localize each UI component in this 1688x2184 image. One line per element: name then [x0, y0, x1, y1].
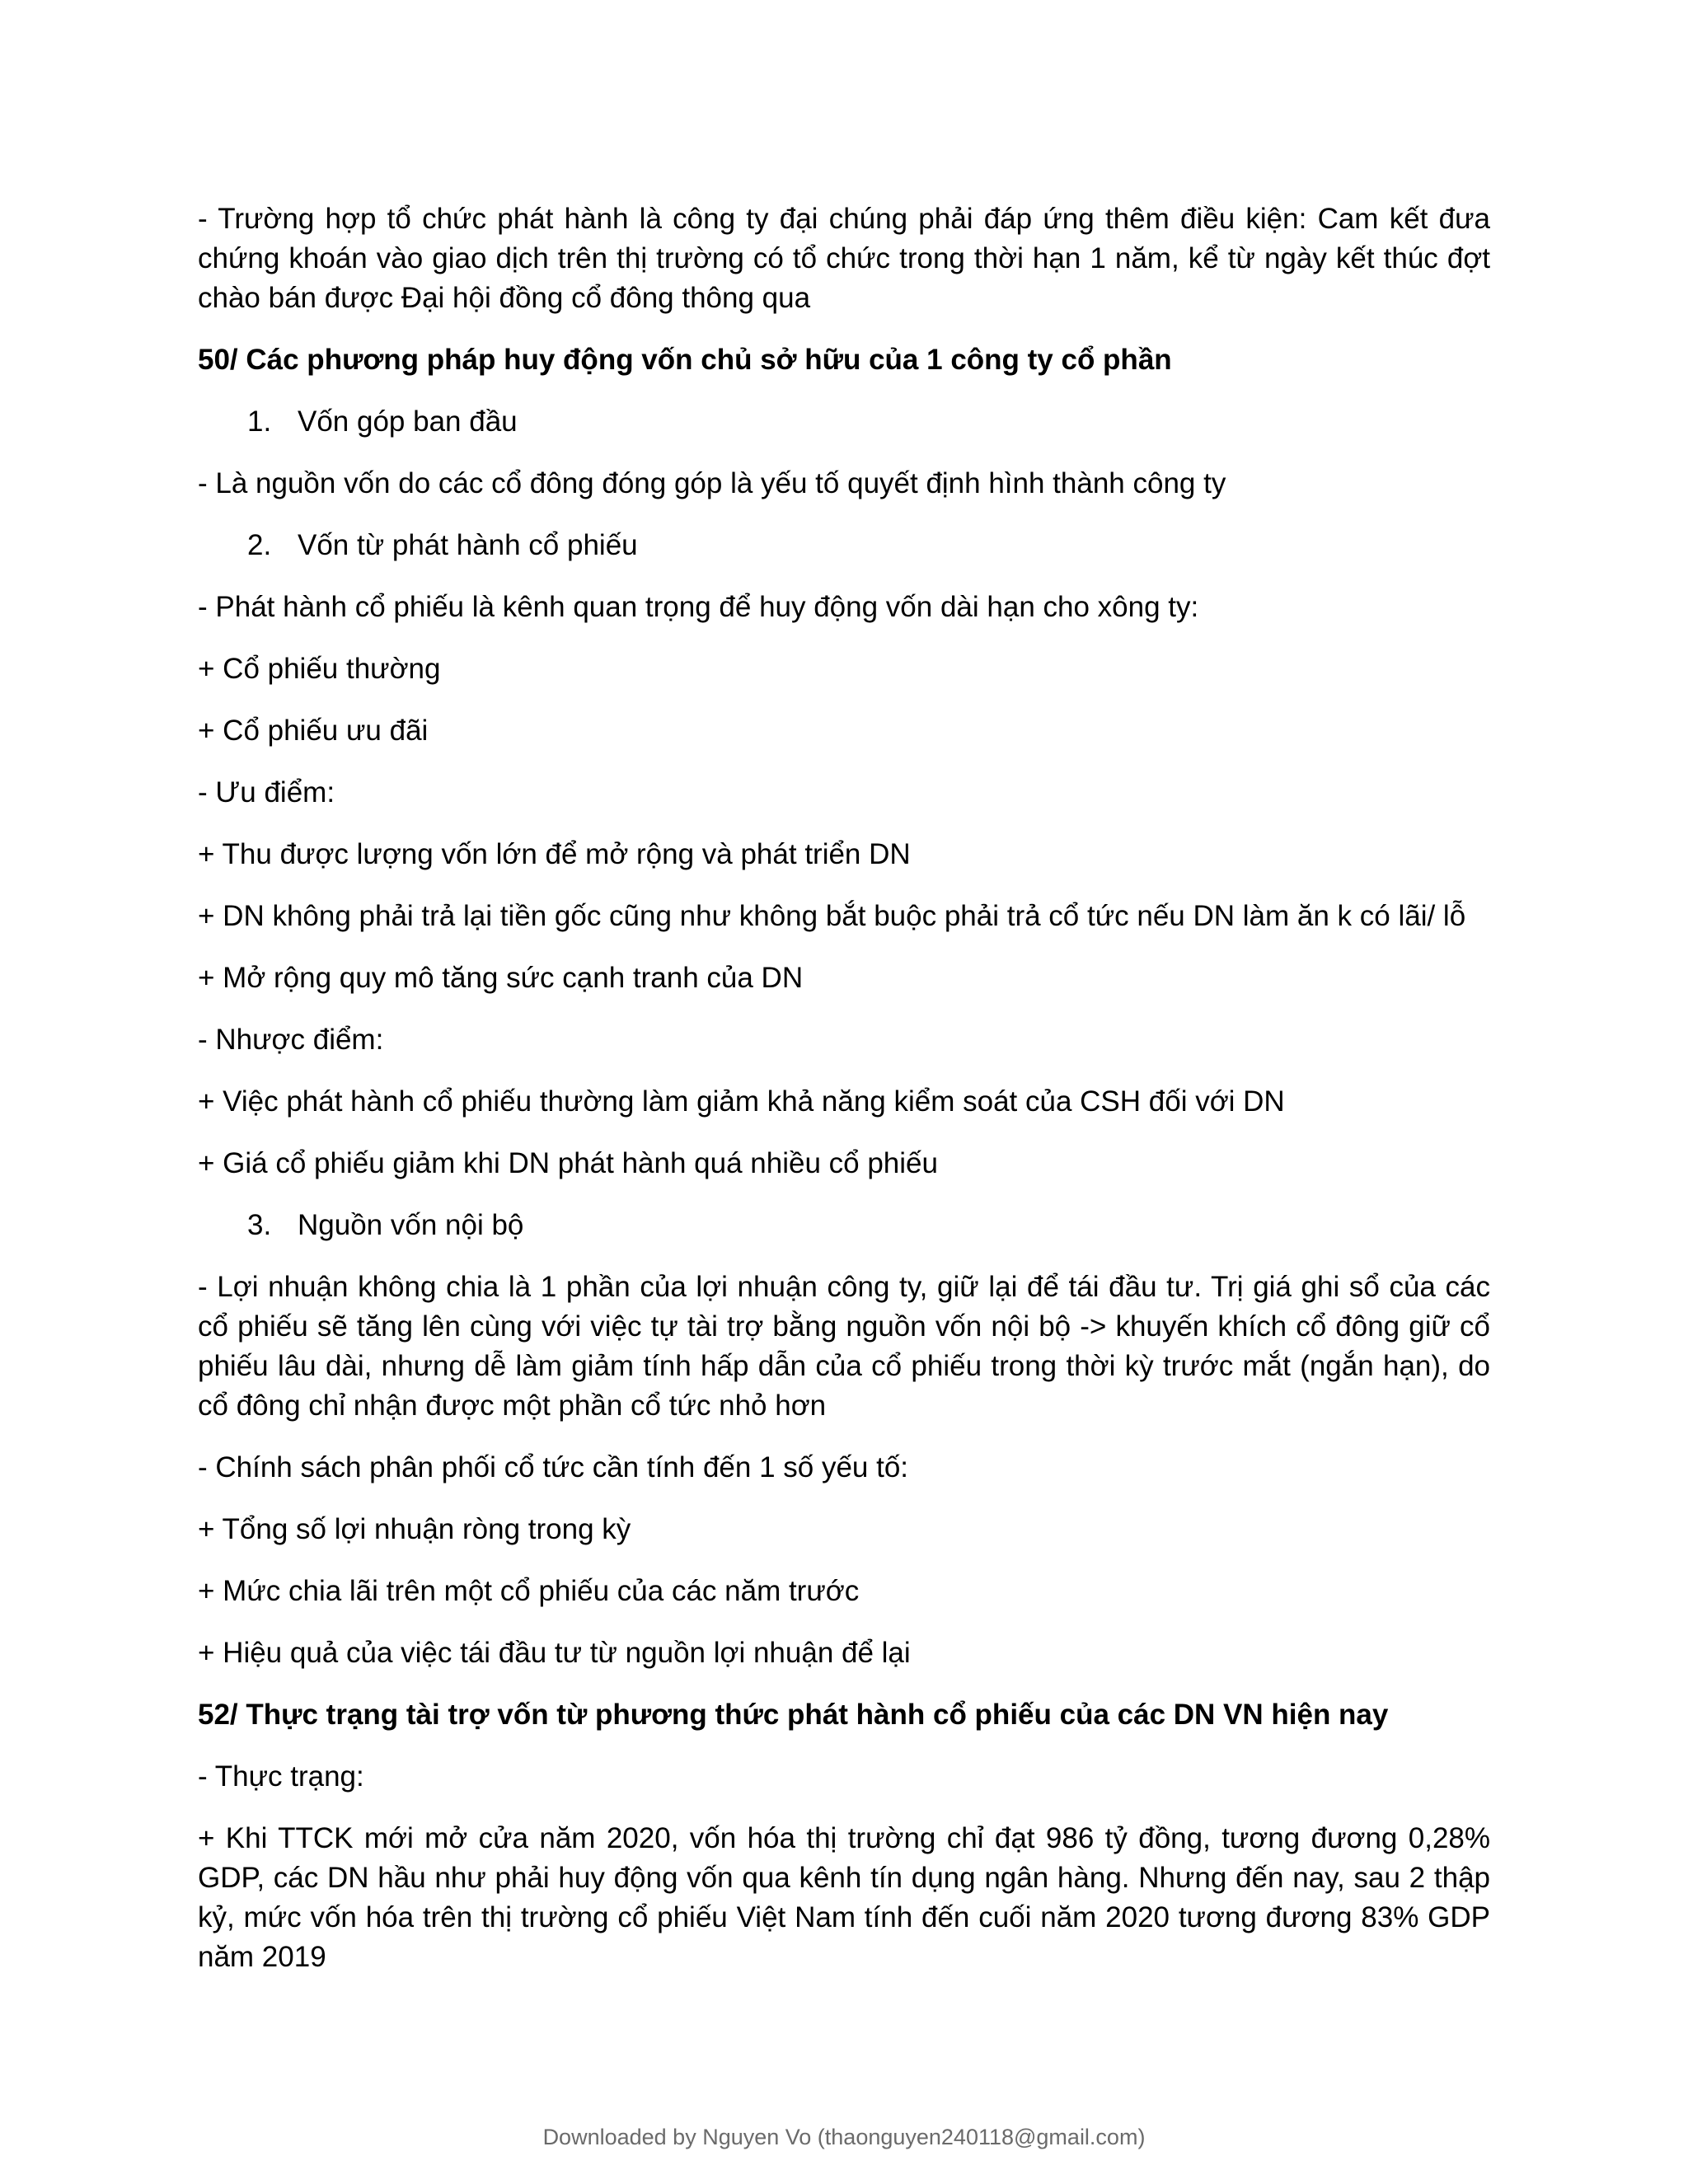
document-page [198, 199, 1490, 1999]
bullet-line: + DN không phải trả lại tiền gốc cũng như không bắt buộc phải trả cổ tức nếu DN làm ăn k có lãi/ lỗ [198, 900, 1466, 932]
download-footer: Downloaded by Nguyen Vo (thaonguyen240118@gmail.com) [542, 2125, 1146, 2149]
subheading-status: - Thực trạng: [198, 1760, 364, 1793]
bullet-line: + Giá cổ phiếu giảm khi DN phát hành quá nhiều cổ phiếu [198, 1147, 938, 1179]
bullet-line: + Cổ phiếu thường [198, 653, 441, 685]
bullet-line: + Cổ phiếu ưu đãi [198, 715, 429, 747]
bullet-line: + Hiệu quả của việc tái đầu tư từ nguồn lợi nhuận để lại [198, 1637, 911, 1669]
item-text: Nguồn vốn nội bộ [298, 1209, 524, 1241]
paragraph: - Là nguồn vốn do các cổ đông đóng góp là yếu tố quyết định hình thành công ty [198, 467, 1226, 499]
subheading-advantages: - Ưu điểm: [198, 776, 335, 808]
bullet-line: + Mức chia lãi trên một cổ phiếu của các năm trước [198, 1575, 860, 1607]
item-number: 2. [247, 529, 272, 561]
item-text: Vốn từ phát hành cổ phiếu [298, 529, 638, 561]
paragraph-retained-earnings: - Lợi nhuận không chia là 1 phần của lợi nhuận công ty, giữ lại để tái đầu tư. Trị giá ghi sổ của các cổ phiếu sẽ tăng lên cùng với việc tự tài trợ bằng nguồn vốn nội bộ -> khuyến khích cổ đông giữ cổ phiếu lâu dài, nhưng dễ làm giảm tính hấp dẫn của cổ phiếu trong thời kỳ trước mắt (ngắn hạn), do cổ đông chỉ nhận được một phần cổ tức nhỏ hơn [198, 1271, 1490, 1422]
paragraph-public-company-condition: - Trường hợp tổ chức phát hành là công ty đại chúng phải đáp ứng thêm điều kiện: Cam kết đưa chứng khoán vào giao dịch trên thị trường có tổ chức trong thời hạn 1 năm, kể từ ngày kết thúc đợt chào bán được Đại hội đồng cổ đông thông qua [198, 203, 1490, 314]
paragraph: - Phát hành cổ phiếu là kênh quan trọng để huy động vốn dài hạn cho xông ty: [198, 591, 1199, 623]
heading-52: 52/ Thực trạng tài trợ vốn từ phương thức phát hành cổ phiếu của các DN VN hiện nay [198, 1699, 1389, 1731]
numbered-item-2 [198, 526, 1490, 565]
subheading-disadvantages: - Nhược điểm: [198, 1024, 384, 1056]
paragraph: - Chính sách phân phối cổ tức cần tính đến 1 số yếu tố: [198, 1451, 909, 1483]
item-number: 1. [247, 405, 272, 438]
bullet-line: + Thu được lượng vốn lớn để mở rộng và phát triển DN [198, 838, 911, 870]
bullet-line: + Mở rộng quy mô tăng sức cạnh tranh của DN [198, 962, 804, 994]
numbered-item-3 [198, 1206, 1490, 1245]
bullet-line: + Việc phát hành cổ phiếu thường làm giảm khả năng kiểm soát của CSH đối với DN [198, 1085, 1285, 1118]
item-number: 3. [247, 1209, 272, 1241]
heading-50: 50/ Các phương pháp huy động vốn chủ sở hữu của 1 công ty cổ phần [198, 344, 1172, 376]
numbered-item-1 [198, 402, 1490, 442]
paragraph-market-cap: + Khi TTCK mới mở cửa năm 2020, vốn hóa thị trường chỉ đạt 986 tỷ đồng, tương đương 0,28% GDP, các DN hầu như phải huy động vốn qua kênh tín dụng ngân hàng. Nhưng đến nay, sau 2 thập kỷ, mức vốn hóa trên thị trường cổ phiếu Việt Nam tính đến cuối năm 2020 tương đương 83% GDP năm 2019 [198, 1822, 1490, 1973]
bullet-line: + Tổng số lợi nhuận ròng trong kỳ [198, 1513, 631, 1545]
item-text: Vốn góp ban đầu [298, 405, 518, 438]
